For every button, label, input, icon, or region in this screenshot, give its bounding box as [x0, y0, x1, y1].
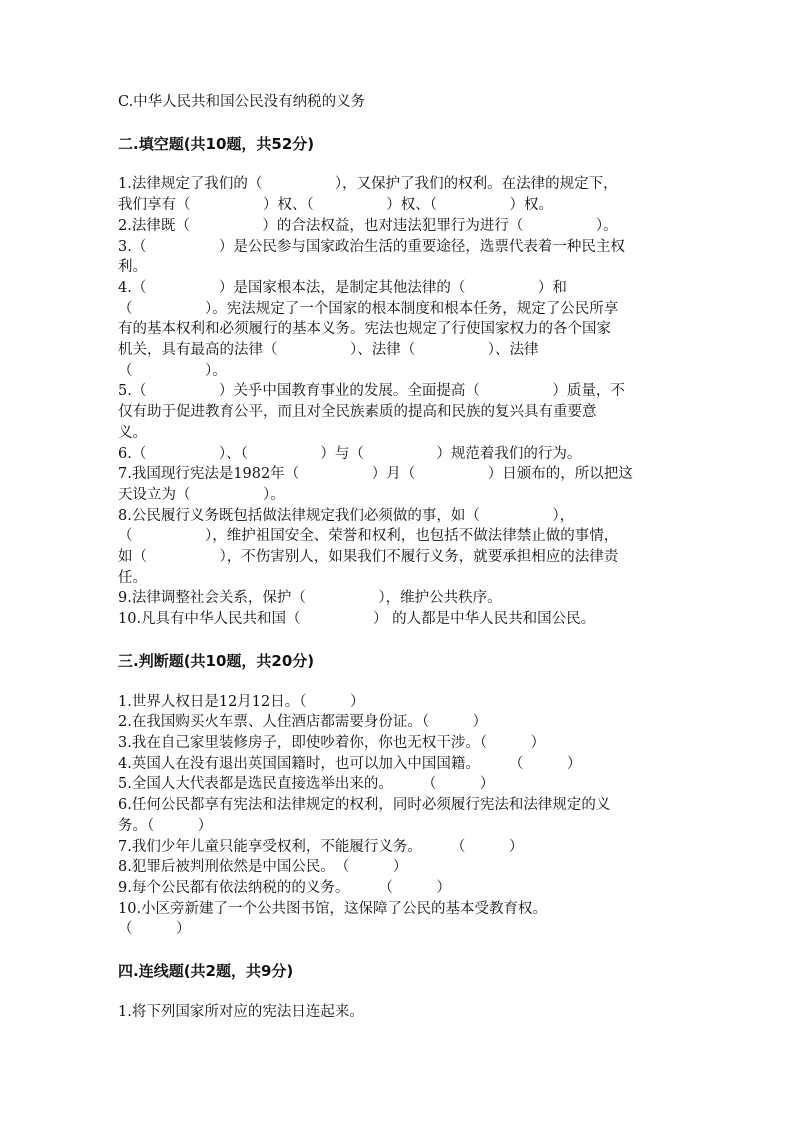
- spacer: [118, 940, 678, 961]
- fill-blank-line: 3.（ ）是公民参与国家政治生活的重要途径，选票代表着一种民主权: [118, 238, 625, 255]
- fill-blank-line: 5.（ ）关乎中国教育事业的发展。全面提高（ ）质量，不: [118, 383, 625, 400]
- true-false-line: 6.任何公民都享有宪法和法律规定的权利，同时必须履行宪法和法律规定的义: [118, 797, 611, 814]
- matching-question-line: 1.将下列国家所对应的宪法日连起来。: [118, 1003, 364, 1020]
- section-4-heading: 四.连线题(共2题，共9分): [118, 962, 294, 981]
- true-false-line: 5.全国人大代表都是选民直接选举出来的。 （ ）: [118, 776, 495, 793]
- fill-blank-line: 2.法律既（ ）的合法权益，也对违法犯罪行为进行（ ）。: [118, 217, 618, 234]
- fill-blank-line: 利。: [118, 259, 147, 276]
- fill-blank-line: 6.（ ）、（ ）与（ ）规范着我们的行为。: [118, 445, 582, 462]
- true-false-line: 4.英国人在没有退出英国国籍时，也可以加入中国国籍。 （ ）: [118, 755, 582, 772]
- fill-blank-line: 机关，具有最高的法律（ ）、法律（ ）、法律: [118, 342, 539, 359]
- spacer: [118, 630, 678, 651]
- true-false-line: 务。（ ）: [118, 817, 213, 834]
- true-false-line: 1.世界人权日是12月12日。（ ）: [118, 693, 365, 710]
- fill-blank-line: 10.凡具有中华人民共和国（ ） 的人都是中华人民共和国公民。: [118, 611, 596, 628]
- true-false-line: 8.犯罪后被判刑依然是中国公民。 （ ）: [118, 859, 408, 876]
- fill-blank-line: 有的基本权利和必须履行的基本义务。宪法也规定了行使国家权力的各个国家: [118, 321, 611, 338]
- true-false-line: （ ）: [118, 921, 191, 938]
- fill-blank-line: （ ），维护祖国安全、荣誉和权利，也包括不做法律禁止做的事情，: [118, 528, 619, 545]
- fill-blank-line: 义。: [118, 424, 147, 441]
- document-page: [118, 92, 678, 1022]
- true-false-line: 9.每个公民都有依法纳税的的义务。 （ ）: [118, 879, 451, 896]
- fill-blank-line: （ ）。宪法规定了一个国家的根本制度和根本任务，规定了公民所享: [118, 300, 619, 317]
- fill-blank-line: 我们享有（ ）权、（ ）权、（ ）权。: [118, 197, 553, 214]
- fill-blank-line: 1.法律规定了我们的（ ），又保护了我们的权利。在法律的规定下，: [118, 176, 618, 193]
- section-3-body: [118, 692, 678, 940]
- section-2-body: [118, 174, 678, 629]
- fill-blank-line: 8.公民履行义务既包括做法律规定我们必须做的事，如（ ），: [118, 507, 575, 524]
- spacer: [118, 672, 678, 692]
- spacer: [118, 154, 678, 174]
- fill-blank-line: 4.（ ）是国家根本法，是制定其他法律的（ ）和: [118, 279, 567, 296]
- true-false-line: 2.在我国购买火车票、人住酒店都需要身份证。（ ）: [118, 714, 488, 731]
- section-3-heading: 三.判断题(共10题，共20分): [118, 651, 315, 670]
- true-false-line: 10.小区旁新建了一个公共图书馆，这保障了公民的基本受教育权。: [118, 900, 548, 917]
- fill-blank-line: 仅有助于促进教育公平，而且对全民族素质的提高和民族的复兴具有重要意: [118, 404, 597, 421]
- true-false-line: 7.我们少年儿童只能享受权利，不能履行义务。 （ ）: [118, 838, 524, 855]
- spacer: [118, 982, 678, 1002]
- fill-blank-line: 9.法律调整社会关系，保护（ ），维护公共秩序。: [118, 590, 502, 607]
- section-2-heading: 二.填空题(共10题，共52分): [118, 134, 315, 153]
- fill-blank-line: 任。: [118, 569, 147, 586]
- section-4-body: [118, 1002, 678, 1023]
- spacer: [118, 113, 678, 134]
- fill-blank-line: 7.我国现行宪法是1982年（ ）月（ ）日颁布的，所以把这: [118, 466, 633, 483]
- previous-question-option-c: C.中华人民共和国公民没有纳税的义务: [118, 94, 366, 110]
- fill-blank-line: （ ）。: [118, 362, 227, 379]
- true-false-line: 3.我在自己家里装修房子，即使吵着你，你也无权干涉。（ ）: [118, 734, 546, 751]
- fill-blank-line: 如（ ），不伤害别人，如果我们不履行义务，就要承担相应的法律责: [118, 549, 619, 566]
- fill-blank-line: 天设立为（ ）。: [118, 486, 285, 503]
